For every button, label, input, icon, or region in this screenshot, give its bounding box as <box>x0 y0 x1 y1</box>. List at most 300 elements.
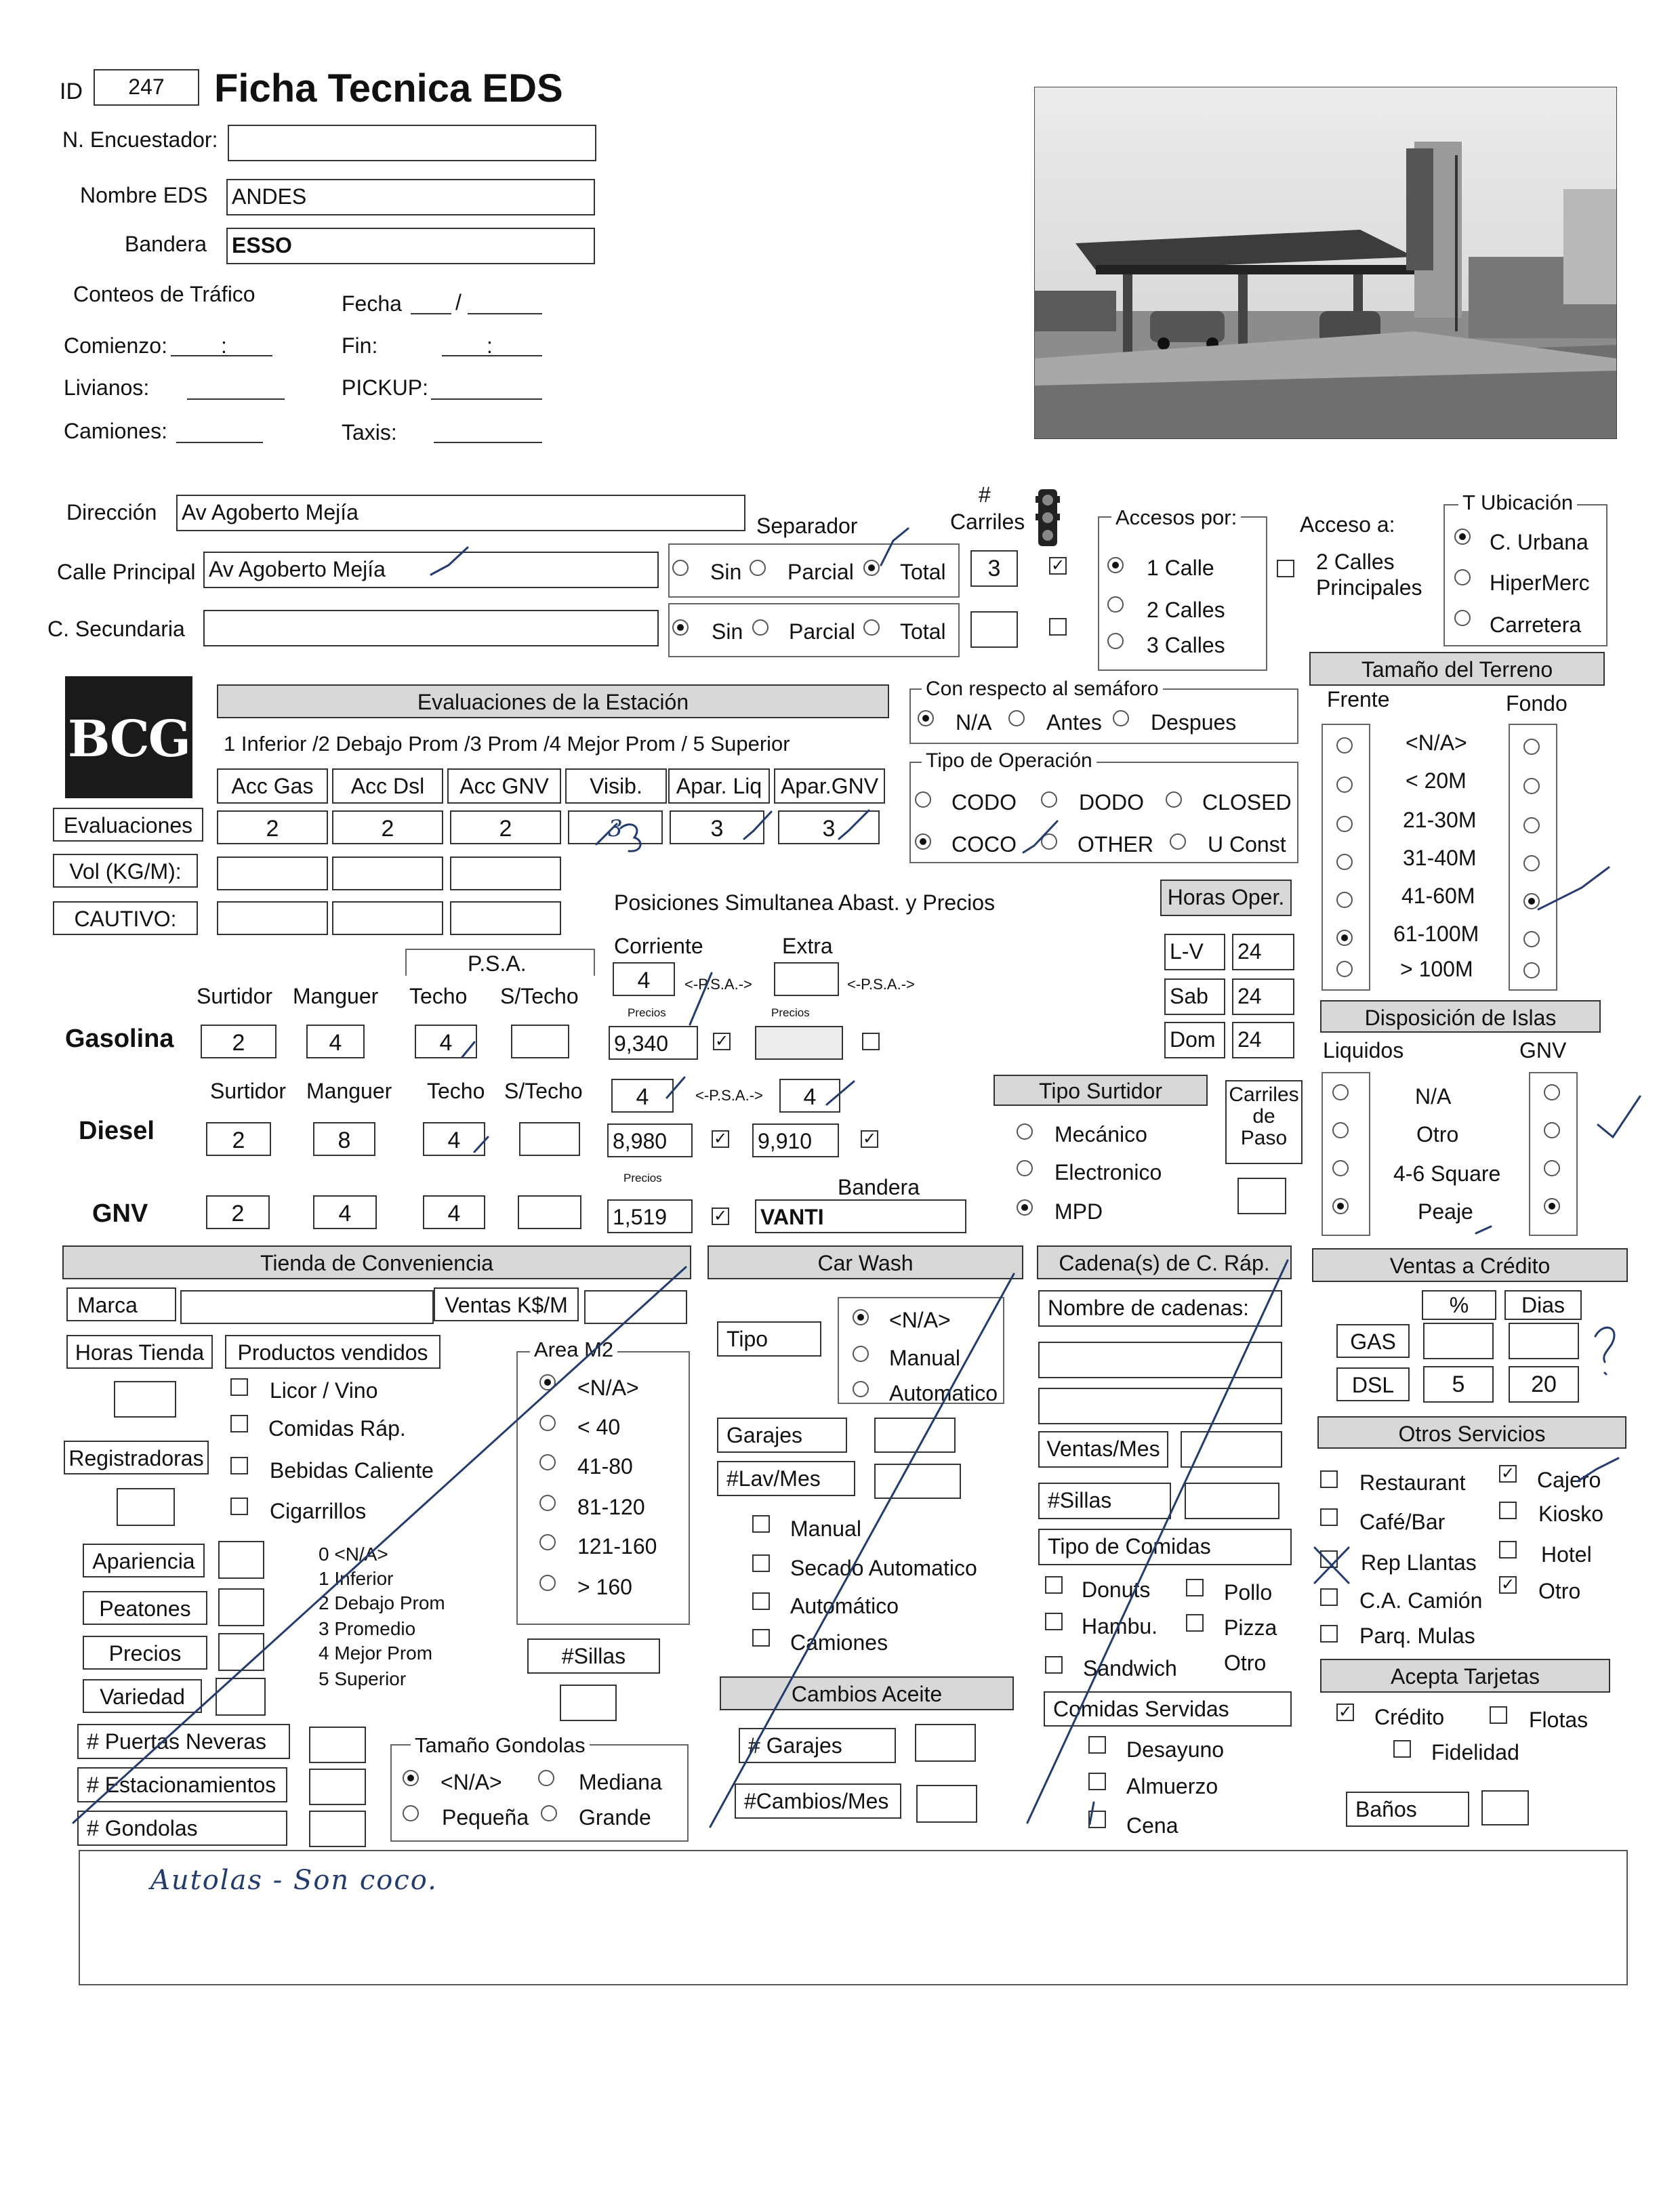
serv-restaurant-checkbox[interactable] <box>1320 1470 1338 1488</box>
islas-square: 4-6 Square <box>1393 1161 1501 1186</box>
eval-acc-gnv[interactable]: 2 <box>450 810 561 844</box>
semaforo-despues-radio[interactable] <box>1113 710 1129 726</box>
gnv-surtidor[interactable]: 2 <box>206 1195 270 1229</box>
prod-comidas: Comidas Ráp. <box>268 1416 406 1441</box>
col-visib: Visib. <box>565 768 667 804</box>
op-closed-radio[interactable] <box>1166 791 1182 808</box>
acceso-a-title: Acceso a: <box>1300 512 1395 537</box>
tienda-productos-label: Productos vendidos <box>225 1335 441 1369</box>
area-40-radio[interactable] <box>539 1415 556 1431</box>
tarjetas-header: Acepta Tarjetas <box>1320 1659 1610 1693</box>
cadenas-tipo-label: Tipo de Comidas <box>1038 1529 1292 1565</box>
op-other: OTHER <box>1078 832 1153 856</box>
comienzo-sep: : <box>221 333 227 358</box>
sep-principal-parcial-radio[interactable] <box>750 560 766 576</box>
gas-stecho[interactable] <box>511 1025 569 1058</box>
horas-dom-field[interactable]: 24 <box>1232 1022 1294 1058</box>
ubicacion-hipermerc-radio[interactable] <box>1454 569 1471 585</box>
serv-camion-checkbox[interactable] <box>1320 1588 1338 1606</box>
sep-secundaria-total-radio[interactable] <box>863 619 880 636</box>
islas-otro: Otro <box>1416 1122 1459 1147</box>
puertas-field[interactable] <box>309 1727 366 1763</box>
gas-col-techo: Techo <box>409 984 468 1008</box>
area-121-160-radio[interactable] <box>539 1534 556 1550</box>
gas-psa-extra[interactable] <box>774 962 839 996</box>
attr-scale-5: 5 Superior <box>319 1668 407 1689</box>
direccion-field[interactable]: Av Agoberto Mejía <box>176 495 745 531</box>
acceso-2-label: 2 Calles <box>1147 598 1225 622</box>
encuestador-field[interactable] <box>228 125 596 161</box>
gas-psa-corriente[interactable]: 4 <box>613 962 675 996</box>
ubicacion-urbana-radio[interactable] <box>1454 529 1471 545</box>
ubicacion-carretera: Carretera <box>1490 613 1582 637</box>
secundaria-field[interactable] <box>203 610 659 646</box>
cw-automatico-checkbox[interactable] <box>752 1592 770 1610</box>
cw-manual: Manual <box>790 1516 861 1541</box>
eval-acc-gas[interactable]: 2 <box>217 810 328 844</box>
tarjeta-flotas-checkbox[interactable] <box>1490 1706 1507 1724</box>
size-100: > 100M <box>1400 957 1473 981</box>
eval-acc-dsl[interactable]: 2 <box>332 810 443 844</box>
gnv-precio[interactable]: 1,519 <box>607 1199 693 1233</box>
attr-apariencia-field[interactable] <box>218 1541 264 1579</box>
eval-apar-gnv[interactable]: 3 <box>778 810 880 844</box>
tarjeta-fidelidad: Fidelidad <box>1431 1740 1519 1764</box>
ubicacion-hipermerc: HiperMerc <box>1490 571 1590 595</box>
gas-surtidor[interactable]: 2 <box>201 1025 276 1058</box>
cw-manual-checkbox[interactable] <box>752 1515 770 1533</box>
carriles-principal-field[interactable]: 3 <box>970 550 1018 587</box>
prod-bebidas: Bebidas Caliente <box>270 1458 434 1483</box>
gas-col-surtidor: Surtidor <box>197 984 273 1008</box>
horas-lv-field[interactable]: 24 <box>1232 934 1294 970</box>
op-dodo-radio[interactable] <box>1041 791 1057 808</box>
islas-na: N/A <box>1415 1084 1452 1109</box>
carwash-na: <N/A> <box>889 1308 951 1332</box>
vol-gnv[interactable] <box>450 856 561 890</box>
gas-precio-corriente-check[interactable]: ✓ <box>713 1033 731 1050</box>
tarjeta-fidelidad-checkbox[interactable] <box>1393 1740 1411 1758</box>
frente-21-30-radio[interactable] <box>1336 816 1353 832</box>
semaforo-na: N/A <box>956 710 992 735</box>
serv-cajero-checkbox[interactable]: ✓ <box>1499 1465 1517 1483</box>
size-21-30: 21-30M <box>1403 808 1477 832</box>
carwash-lav-field[interactable] <box>874 1464 961 1499</box>
acceso-a-checkbox[interactable] <box>1277 560 1294 577</box>
carwash-header: Car Wash <box>708 1245 1023 1279</box>
area-160-radio[interactable] <box>539 1575 556 1591</box>
traffic-light-icon <box>1036 489 1060 548</box>
fondo-61-100-radio[interactable] <box>1523 931 1540 947</box>
sep-secundaria-sin-radio[interactable] <box>672 619 689 636</box>
puertas-label: # Puertas Neveras <box>77 1724 290 1759</box>
op-uconst-radio[interactable] <box>1170 833 1186 850</box>
serv-kiosko-checkbox[interactable] <box>1499 1502 1517 1519</box>
islas-liquidos: Liquidos <box>1323 1038 1404 1062</box>
islas-gnv-otro-radio[interactable] <box>1544 1122 1560 1138</box>
taxis-line[interactable] <box>434 442 542 443</box>
frente-31-40-radio[interactable] <box>1336 854 1353 870</box>
cw-camiones-checkbox[interactable] <box>752 1629 770 1647</box>
diesel-label: Diesel <box>79 1117 155 1145</box>
dsl-psa-arrow: <-P.S.A.-> <box>695 1087 763 1104</box>
credito-gas-pct[interactable] <box>1423 1323 1494 1359</box>
carwash-na-radio[interactable] <box>853 1309 869 1325</box>
fondo-20-radio[interactable] <box>1523 778 1540 794</box>
aceite-header: Cambios Aceite <box>720 1676 1014 1710</box>
semaforo-na-radio[interactable] <box>918 710 934 726</box>
attr-scale-1: 1 Inferior <box>319 1568 394 1589</box>
carwash-auto: Automatico <box>889 1381 998 1405</box>
gnv-stecho[interactable] <box>518 1195 581 1229</box>
credito-dsl-dias[interactable]: 20 <box>1509 1366 1579 1403</box>
prod-licor-checkbox[interactable] <box>230 1378 248 1396</box>
tipo-hambu: Hambu. <box>1082 1614 1158 1638</box>
cadenas-nombre-field-2[interactable] <box>1038 1388 1282 1424</box>
area-40: < 40 <box>577 1415 621 1439</box>
area-121-160: 121-160 <box>577 1534 657 1559</box>
carriles-paso-field[interactable] <box>1237 1178 1286 1214</box>
cadenas-ventas-field[interactable] <box>1181 1431 1282 1468</box>
surtidor-electronico-radio[interactable] <box>1017 1160 1033 1176</box>
vol-dsl[interactable] <box>332 856 443 890</box>
dsl-surtidor[interactable]: 2 <box>206 1122 271 1156</box>
servidas-desayuno: Desayuno <box>1126 1737 1225 1762</box>
question-mark <box>1595 1327 1614 1374</box>
horas-lv-label: L-V <box>1164 934 1225 970</box>
cautivo-gnv[interactable] <box>450 901 561 935</box>
frente-20-radio[interactable] <box>1336 777 1353 793</box>
tipo-hambu-checkbox[interactable] <box>1045 1613 1063 1630</box>
camiones-line[interactable] <box>176 442 263 443</box>
islas-liq-peaje-radio[interactable] <box>1332 1198 1349 1214</box>
prod-comidas-checkbox[interactable] <box>230 1415 248 1432</box>
cw-secado-checkbox[interactable] <box>752 1554 770 1572</box>
id-field[interactable]: 247 <box>94 69 199 106</box>
fondo-na-radio[interactable] <box>1523 739 1540 755</box>
gnv-precio-check[interactable]: ✓ <box>712 1207 729 1225</box>
serv-mulas-checkbox[interactable] <box>1320 1625 1338 1643</box>
tienda-header: Tienda de Conveniencia <box>62 1245 691 1279</box>
terreno-fondo: Fondo <box>1506 691 1568 716</box>
serv-llantas-checkbox[interactable] <box>1320 1550 1338 1568</box>
serv-cafe-checkbox[interactable] <box>1320 1508 1338 1526</box>
gas-manguer[interactable]: 4 <box>306 1025 365 1058</box>
islas-gnv: GNV <box>1519 1038 1567 1062</box>
fondo-21-30-radio[interactable] <box>1523 817 1540 833</box>
tipo-sandwich: Sandwich <box>1083 1656 1177 1680</box>
frente-na-radio[interactable] <box>1336 737 1353 754</box>
attr-precios-field[interactable] <box>218 1633 264 1671</box>
attr-scale-4: 4 Mejor Prom <box>319 1643 433 1664</box>
gas-psa-arrow: <-P.S.A.-> <box>684 976 752 993</box>
credito-gas-label: GAS <box>1336 1324 1410 1358</box>
gas-precio-corriente[interactable]: 9,340 <box>609 1026 698 1060</box>
direccion-label: Dirección <box>66 500 157 524</box>
op-coco: COCO <box>951 832 1017 856</box>
serv-kiosko: Kiosko <box>1538 1502 1604 1526</box>
encuestador-label: N. Encuestador: <box>62 127 218 152</box>
serv-hotel: Hotel <box>1541 1542 1592 1567</box>
sep-secundaria-sin: Sin <box>712 619 743 644</box>
fondo-31-40-radio[interactable] <box>1523 855 1540 871</box>
tienda-registradoras-label: Registradoras <box>64 1441 209 1474</box>
op-coco-radio[interactable] <box>915 833 931 850</box>
islas-gnv-na-radio[interactable] <box>1544 1084 1560 1100</box>
gnv-bandera-label: Bandera <box>838 1175 920 1199</box>
size-20: < 20M <box>1406 768 1467 793</box>
dsl-techo[interactable]: 4 <box>423 1122 485 1156</box>
estacionamientos-field[interactable] <box>309 1769 366 1805</box>
cautivo-gas[interactable] <box>217 901 328 935</box>
semaforo-title: Con respecto al semáforo <box>922 679 1163 699</box>
station-photo <box>1034 87 1617 439</box>
gondola-na-radio[interactable] <box>403 1770 419 1786</box>
tienda-ventas-field[interactable] <box>584 1290 687 1324</box>
pickup-label: PICKUP: <box>342 375 429 400</box>
credito-dias-label: Dias <box>1504 1290 1582 1320</box>
dsl-psa-extra[interactable]: 4 <box>779 1079 840 1113</box>
tienda-horas-label: Horas Tienda <box>66 1335 213 1369</box>
ubicacion-carretera-radio[interactable] <box>1454 610 1471 626</box>
gas-precio-extra[interactable] <box>755 1026 843 1060</box>
tienda-sillas-label: #Sillas <box>527 1638 660 1674</box>
prod-bebidas-checkbox[interactable] <box>230 1457 248 1474</box>
fecha-month-line[interactable] <box>468 313 542 314</box>
servidas-desayuno-checkbox[interactable] <box>1088 1736 1106 1754</box>
corriente-label: Corriente <box>614 934 703 958</box>
fin-sep: : <box>487 333 493 358</box>
area-title: Area M2 <box>530 1339 617 1360</box>
acceso-a-option: 2 Calles Principales <box>1316 550 1422 600</box>
gondolas-field[interactable] <box>309 1811 366 1847</box>
serv-cajero: Cajero <box>1537 1468 1601 1492</box>
tipo-pollo-checkbox[interactable] <box>1186 1579 1204 1596</box>
tipo-donuts-checkbox[interactable] <box>1045 1576 1063 1594</box>
tarjeta-credito-checkbox[interactable]: ✓ <box>1336 1704 1354 1721</box>
gas-precio-extra-check[interactable] <box>862 1033 880 1050</box>
servidas-almuerzo-checkbox[interactable] <box>1088 1773 1106 1790</box>
prod-cigarrillos: Cigarrillos <box>270 1499 367 1523</box>
accesos-title: Accesos por: <box>1111 507 1241 528</box>
carwash-garajes-label: Garajes <box>717 1418 847 1453</box>
gondola-pequena: Pequeña <box>442 1805 529 1830</box>
vol-gas[interactable] <box>217 856 328 890</box>
eval-apar-liq[interactable]: 3 <box>670 810 764 844</box>
servidas-almuerzo: Almuerzo <box>1126 1774 1218 1798</box>
credito-gas-dias[interactable] <box>1509 1323 1579 1359</box>
area-41-80-radio[interactable] <box>539 1454 556 1470</box>
aceite-garajes-field[interactable] <box>915 1724 976 1762</box>
col-acc-dsl: Acc Dsl <box>332 768 443 804</box>
tienda-horas-field[interactable] <box>114 1381 176 1418</box>
psa-header: P.S.A. <box>468 951 527 976</box>
vol-label: Vol (KG/M): <box>53 854 198 888</box>
islas-liq-otro-radio[interactable] <box>1332 1122 1349 1138</box>
livianos-label: Livianos: <box>64 375 150 400</box>
terreno-header: Tamaño del Terreno <box>1309 652 1605 686</box>
semaforo-principal-checkbox[interactable]: ✓ <box>1049 557 1067 575</box>
serv-camion: C.A. Camión <box>1359 1588 1483 1613</box>
cadenas-servidas-label: Comidas Servidas <box>1044 1691 1292 1727</box>
islas-liq-na-radio[interactable] <box>1332 1084 1349 1100</box>
frente-61-100-radio[interactable] <box>1336 930 1353 946</box>
op-codo-radio[interactable] <box>915 791 931 808</box>
livianos-line[interactable] <box>187 398 285 400</box>
gnv-techo[interactable]: 4 <box>423 1195 485 1229</box>
carriles-secundaria-field[interactable] <box>970 611 1018 648</box>
cautivo-dsl[interactable] <box>332 901 443 935</box>
dsl-psa-corriente[interactable]: 4 <box>611 1079 674 1113</box>
attr-apariencia-label: Apariencia <box>83 1544 205 1577</box>
carwash-lav-label: #Lav/Mes <box>717 1461 855 1496</box>
tick-peaje <box>1476 1226 1491 1233</box>
islas-gnv-square-radio[interactable] <box>1544 1160 1560 1176</box>
bandera-field[interactable]: ESSO <box>226 228 595 264</box>
carwash-garajes-field[interactable] <box>874 1418 956 1453</box>
tipo-sandwich-checkbox[interactable] <box>1045 1656 1063 1674</box>
ubicacion-title: T Ubicación <box>1458 492 1577 513</box>
attr-peatones-label: Peatones <box>83 1591 207 1625</box>
horas-dom-label: Dom <box>1164 1022 1225 1058</box>
prod-cigarrillos-checkbox[interactable] <box>230 1498 248 1515</box>
tipo-pizza: Pizza <box>1224 1615 1277 1640</box>
carwash-manual-radio[interactable] <box>853 1346 869 1362</box>
sep-secundaria-parcial-radio[interactable] <box>752 619 769 636</box>
attr-scale-2: 2 Debajo Prom <box>319 1592 445 1613</box>
pickup-line[interactable] <box>431 398 542 400</box>
cw-secado: Secado Automatico <box>790 1556 977 1580</box>
serv-cafe: Café/Bar <box>1359 1510 1446 1534</box>
tipo-pizza-checkbox[interactable] <box>1186 1614 1204 1632</box>
posiciones-title: Posiciones Simultanea Abast. y Precios <box>614 890 996 915</box>
nombre-eds-field[interactable]: ANDES <box>226 179 595 215</box>
serv-restaurant: Restaurant <box>1359 1470 1466 1495</box>
dsl-precios-label: Precios <box>623 1172 662 1184</box>
cadenas-ventas-label: Ventas/Mes <box>1038 1431 1168 1468</box>
carwash-auto-radio[interactable] <box>853 1381 869 1397</box>
gasolina-label: Gasolina <box>65 1025 174 1053</box>
sep-principal-total: Total <box>900 560 946 584</box>
sep-principal-sin-radio[interactable] <box>672 560 689 576</box>
gas-col-stecho: S/Techo <box>500 984 579 1008</box>
gondola-pequena-radio[interactable] <box>403 1805 419 1821</box>
islas-peaje: Peaje <box>1418 1199 1473 1224</box>
dsl-col-manguer: Manguer <box>306 1079 392 1103</box>
gnv-bandera-field[interactable]: VANTI <box>755 1199 966 1233</box>
cw-camiones: Camiones <box>790 1630 888 1655</box>
gnv-manguer[interactable]: 4 <box>313 1195 377 1229</box>
cadenas-nombre-field-1[interactable] <box>1038 1342 1282 1378</box>
serv-otro: Otro <box>1538 1579 1581 1603</box>
fecha-day-line[interactable] <box>411 313 451 314</box>
semaforo-antes: Antes <box>1046 710 1102 735</box>
tienda-marca-field[interactable] <box>180 1290 434 1324</box>
size-61-100: 61-100M <box>1393 922 1479 946</box>
notes-text: Autolas - Son coco. <box>150 1865 438 1896</box>
tienda-sillas-field[interactable] <box>560 1685 617 1721</box>
dsl-precio-corriente-check[interactable]: ✓ <box>712 1130 729 1148</box>
aceite-cambios-field[interactable] <box>916 1785 977 1823</box>
frente-100-radio[interactable] <box>1336 961 1353 977</box>
surtidor-mecanico-radio[interactable] <box>1017 1123 1033 1140</box>
traffic-title: Conteos de Tráfico <box>73 282 255 306</box>
separador-title: Separador <box>756 514 858 538</box>
islas-liq-square-radio[interactable] <box>1332 1160 1349 1176</box>
calle-principal-field[interactable]: Av Agoberto Mejía <box>203 552 659 588</box>
evaluaciones-row-label: Evaluaciones <box>53 808 203 842</box>
area-81-120-radio[interactable] <box>539 1495 556 1511</box>
servidas-cena-checkbox[interactable] <box>1088 1811 1106 1828</box>
serv-otro-checkbox[interactable]: ✓ <box>1499 1576 1517 1594</box>
dsl-precio-extra-check[interactable]: ✓ <box>861 1130 878 1148</box>
banos-field[interactable] <box>1481 1790 1529 1825</box>
semaforo-secundaria-checkbox[interactable] <box>1049 618 1067 636</box>
eval-visib[interactable]: 3 <box>568 810 663 844</box>
calle-principal-label: Calle Principal <box>57 560 196 584</box>
cadenas-sillas-field[interactable] <box>1185 1483 1279 1519</box>
camiones-label: Camiones: <box>64 419 167 443</box>
frente-41-60-radio[interactable] <box>1336 892 1353 908</box>
op-other-radio[interactable] <box>1041 833 1057 850</box>
surtidor-mecanico: Mecánico <box>1054 1122 1147 1147</box>
ubicacion-urbana: C. Urbana <box>1490 530 1589 554</box>
area-na-radio[interactable] <box>539 1374 556 1390</box>
bcg-logo <box>65 676 192 798</box>
attr-peatones-field[interactable] <box>218 1588 264 1626</box>
carriles-paso-label: Carriles de Paso <box>1225 1080 1303 1164</box>
sep-principal-sin: Sin <box>710 560 742 584</box>
acceso-3-radio[interactable] <box>1107 633 1124 649</box>
extra-label: Extra <box>782 934 833 958</box>
tienda-registradoras-field[interactable] <box>117 1488 175 1526</box>
prod-licor: Licor / Vino <box>270 1378 378 1403</box>
servicios-header: Otros Servicios <box>1317 1416 1626 1449</box>
serv-hotel-checkbox[interactable] <box>1499 1541 1517 1559</box>
attr-variedad-field[interactable] <box>216 1678 266 1716</box>
dsl-precio-extra[interactable]: 9,910 <box>752 1123 839 1157</box>
fondo-100-radio[interactable] <box>1523 962 1540 978</box>
gas-col-manguer: Manguer <box>293 984 379 1008</box>
gondolas-label: # Gondolas <box>77 1811 287 1846</box>
credito-dsl-pct[interactable]: 5 <box>1423 1366 1494 1403</box>
gondolas-title: Tamaño Gondolas <box>411 1735 590 1756</box>
area-81-120: 81-120 <box>577 1495 645 1519</box>
size-31-40: 31-40M <box>1403 846 1477 870</box>
dsl-precio-corriente[interactable]: 8,980 <box>607 1123 693 1157</box>
sep-principal-total-radio[interactable] <box>863 560 880 576</box>
dsl-manguer[interactable]: 8 <box>313 1122 375 1156</box>
acceso-1-label: 1 Calle <box>1147 556 1214 580</box>
fecha-label: Fecha <box>342 291 402 316</box>
dsl-stecho[interactable] <box>519 1122 580 1156</box>
tienda-ventas-label: Ventas K$/M <box>434 1287 579 1321</box>
islas-gnv-peaje-radio[interactable] <box>1544 1198 1560 1214</box>
op-codo: CODO <box>951 790 1017 814</box>
surtidor-mpd-radio[interactable] <box>1017 1199 1033 1216</box>
gondola-mediana-radio[interactable] <box>538 1770 554 1786</box>
gondola-grande-radio[interactable] <box>541 1805 557 1821</box>
acceso-1-radio[interactable] <box>1107 557 1124 573</box>
acceso-2-radio[interactable] <box>1107 596 1124 613</box>
page-title: Ficha Tecnica EDS <box>214 66 563 110</box>
fin-label: Fin: <box>342 333 378 358</box>
semaforo-antes-radio[interactable] <box>1008 710 1025 726</box>
horas-sab-field[interactable]: 24 <box>1232 978 1294 1015</box>
servidas-cena: Cena <box>1126 1813 1179 1838</box>
gas-techo[interactable]: 4 <box>415 1025 477 1058</box>
fondo-41-60-radio[interactable] <box>1523 893 1540 909</box>
